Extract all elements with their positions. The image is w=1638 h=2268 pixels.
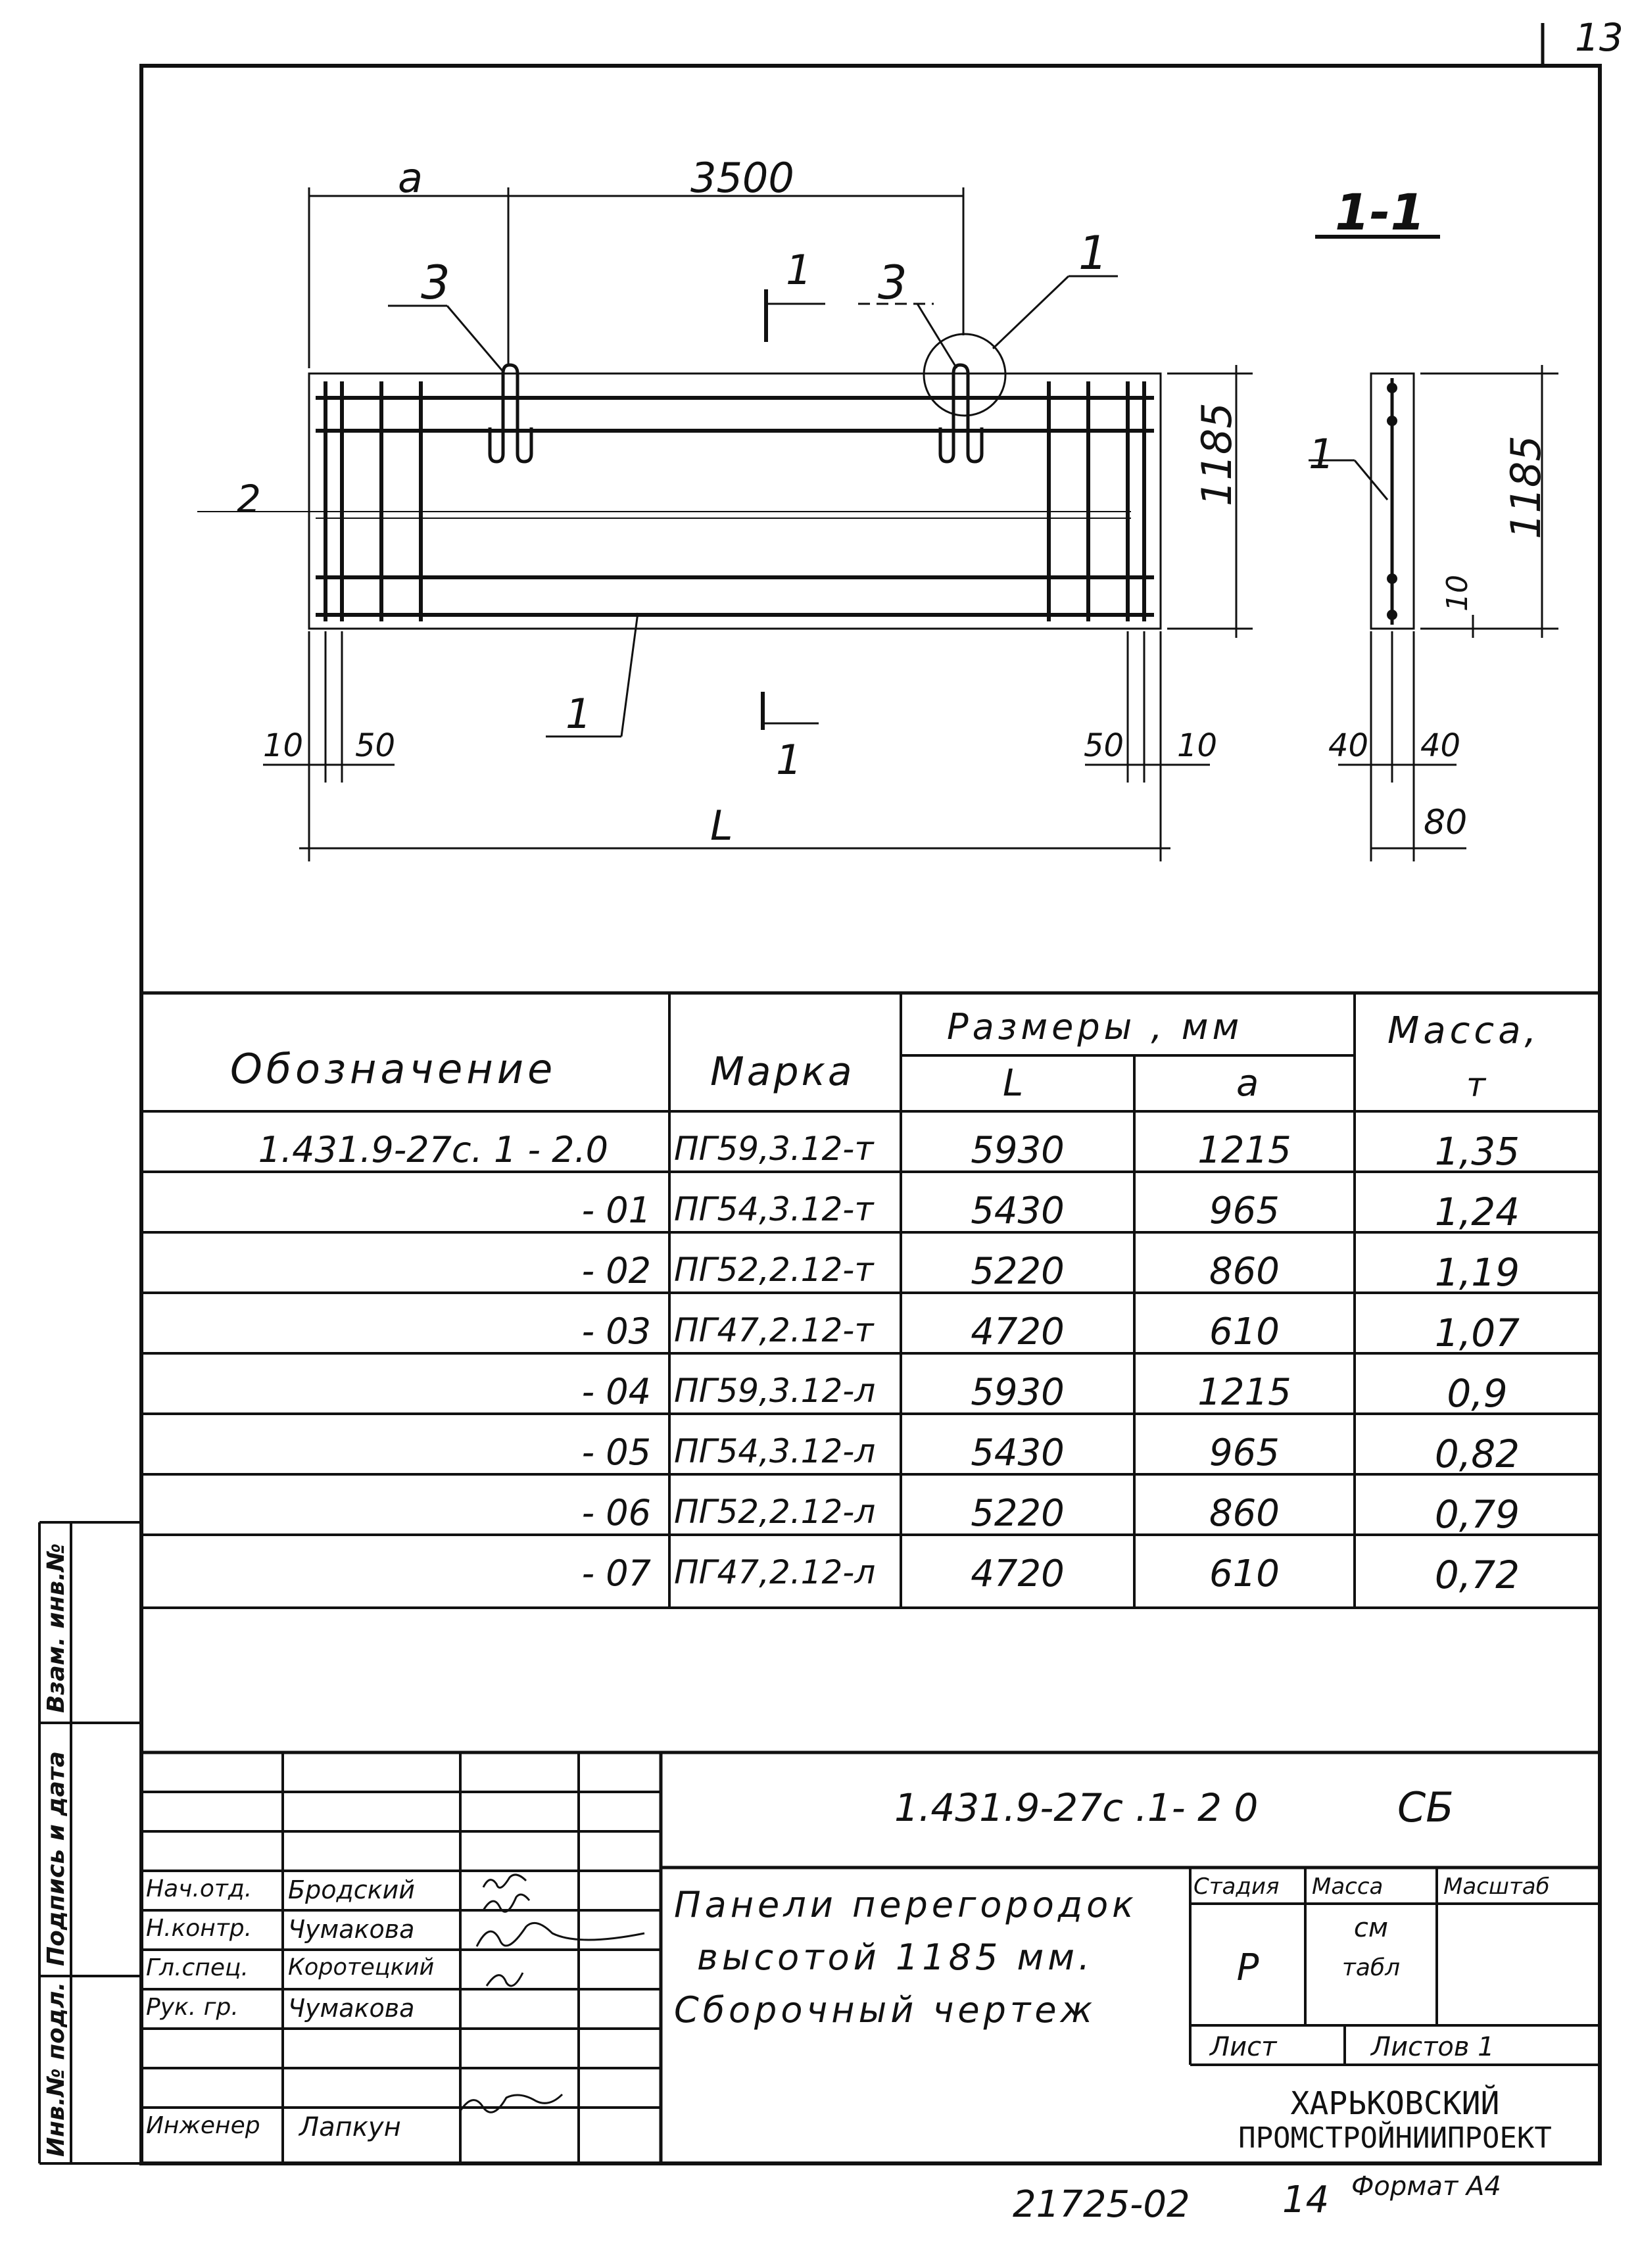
cell-mass: 1,35 xyxy=(1434,1129,1520,1174)
col-header-mark: Марка xyxy=(710,1049,855,1095)
section-mark: 1-1 xyxy=(1335,183,1426,241)
col-header-sizes: Размеры , мм xyxy=(947,1006,1243,1048)
dim-10-right: 10 xyxy=(1177,727,1218,764)
cell-a: 965 xyxy=(1209,1432,1280,1474)
cell-designation: - 02 xyxy=(581,1250,651,1291)
cell-mass: 0,72 xyxy=(1434,1553,1520,1597)
cell-L: 5930 xyxy=(971,1371,1065,1414)
col-header-mass-unit: т xyxy=(1466,1066,1486,1104)
cell-designation: - 01 xyxy=(581,1190,651,1231)
stage-value: Р xyxy=(1236,1946,1259,1989)
cell-mass: 0,79 xyxy=(1434,1492,1520,1537)
cell-L: 4720 xyxy=(971,1311,1065,1353)
cell-a: 610 xyxy=(1209,1553,1280,1595)
cell-L: 4720 xyxy=(971,1553,1065,1595)
cell-mark: ПГ59,3.12-л xyxy=(674,1372,876,1410)
signer-name: Лапкун xyxy=(299,2112,401,2142)
cell-mark: ПГ54,3.12-л xyxy=(674,1432,876,1470)
org-line-2: ПРОМСТРОЙНИИПРОЕКТ xyxy=(1238,2121,1552,2155)
signer-name: Бродский xyxy=(288,1875,415,1904)
stamp-vzam-inv: Взам. инв.№ xyxy=(43,1543,70,1713)
cell-a: 1215 xyxy=(1197,1129,1291,1172)
dim-L-label: L xyxy=(710,802,733,850)
col-header-L: L xyxy=(1003,1062,1024,1105)
hdr-stage: Стадия xyxy=(1193,1873,1280,1900)
dim-40-left: 40 xyxy=(1328,727,1369,764)
cell-mark: ПГ47,2.12-т xyxy=(674,1311,874,1349)
cell-L: 5430 xyxy=(971,1432,1065,1474)
signer-name: Коротецкий xyxy=(288,1954,435,1981)
cell-mark: ПГ54,3.12-т xyxy=(674,1190,874,1228)
cell-a: 860 xyxy=(1209,1492,1280,1535)
hdr-mass: Масса xyxy=(1312,1873,1384,1900)
dim-10-side: 10 xyxy=(1441,575,1474,612)
cell-mass: 0,9 xyxy=(1447,1371,1508,1416)
callout-2: 2 xyxy=(237,477,261,521)
cell-designation: - 06 xyxy=(581,1492,651,1533)
dim-50-left: 50 xyxy=(355,727,396,764)
cell-designation: - 07 xyxy=(581,1553,651,1594)
doc-code: 1.431.9-27с .1- 2 0 xyxy=(894,1785,1259,1830)
dim-50-right: 50 xyxy=(1084,727,1124,764)
cell-mass: 1,24 xyxy=(1434,1190,1520,1234)
cell-designation: 1.431.9-27с. 1 - 2.0 xyxy=(258,1129,608,1170)
cell-designation: - 05 xyxy=(581,1432,651,1473)
callout-1-bottom: 1 xyxy=(566,690,592,738)
signer-role: Инженер xyxy=(146,2112,260,2139)
sheet-frame xyxy=(141,66,1600,2163)
cell-L: 5220 xyxy=(971,1492,1065,1535)
cell-mark: ПГ52,2.12-т xyxy=(674,1251,874,1289)
cell-mass: 1,07 xyxy=(1434,1311,1520,1355)
signer-role: Нач.отд. xyxy=(146,1875,253,1902)
dim-a-label: a xyxy=(398,154,423,202)
signer-role: Гл.спец. xyxy=(146,1954,249,1981)
dim-3500-label: 3500 xyxy=(690,154,794,202)
mass-line-1: см xyxy=(1353,1913,1389,1943)
cell-a: 860 xyxy=(1209,1250,1280,1293)
cell-designation: - 04 xyxy=(581,1371,651,1412)
dim-1185-front: 1185 xyxy=(1193,402,1241,506)
cell-mark: ПГ52,2.12-л xyxy=(674,1493,876,1531)
signer-role: Н.контр. xyxy=(146,1915,253,1942)
dim-40-right: 40 xyxy=(1420,727,1461,764)
footer-sheet-number: 14 xyxy=(1282,2179,1330,2221)
col-header-a: a xyxy=(1236,1062,1259,1105)
cell-L: 5220 xyxy=(971,1250,1065,1293)
cell-mass: 1,19 xyxy=(1434,1250,1520,1295)
title-line-1: Панели перегородок xyxy=(674,1884,1138,1925)
stamp-inv-orig: Инв.№ подл. xyxy=(43,1981,70,2157)
mass-line-2: табл xyxy=(1341,1954,1401,1981)
sheet-label: Лист xyxy=(1210,2032,1277,2062)
callout-3-left: 3 xyxy=(421,256,450,310)
cell-a: 1215 xyxy=(1197,1371,1291,1414)
signer-name: Чумакова xyxy=(288,1915,415,1944)
cell-a: 965 xyxy=(1209,1190,1280,1232)
hdr-scale: Масштаб xyxy=(1443,1873,1550,1900)
callout-3-right: 3 xyxy=(878,256,907,310)
archive-number: 21725-02 xyxy=(1013,2183,1190,2226)
sheets-label: Листов 1 xyxy=(1371,2032,1495,2062)
callout-1-top: 1 xyxy=(1078,226,1108,280)
format-label: Формат А4 xyxy=(1351,2171,1501,2202)
col-header-designation: Обозначение xyxy=(230,1045,557,1093)
title-line-3: Сборочный чертеж xyxy=(674,1989,1097,2031)
stamp-sign-date: Подпись и дата xyxy=(43,1751,70,1966)
dim-80: 80 xyxy=(1424,803,1468,842)
callout-1-cut-bottom: 1 xyxy=(776,736,802,784)
cell-mass: 0,82 xyxy=(1434,1432,1520,1476)
cell-L: 5430 xyxy=(971,1190,1065,1232)
dim-1185-side: 1185 xyxy=(1502,435,1550,539)
cell-mark: ПГ47,2.12-л xyxy=(674,1553,876,1591)
callout-1-side: 1 xyxy=(1309,430,1335,478)
doc-type: СБ xyxy=(1397,1783,1454,1831)
page-number: 13 xyxy=(1575,15,1624,60)
cell-L: 5930 xyxy=(971,1129,1065,1172)
panel-front-view xyxy=(309,334,1161,629)
signer-role: Рук. гр. xyxy=(146,1994,239,2021)
col-header-mass: Масса, xyxy=(1387,1009,1541,1052)
cell-a: 610 xyxy=(1209,1311,1280,1353)
callout-1-cut-top: 1 xyxy=(786,246,812,294)
title-line-2: высотой 1185 мм. xyxy=(697,1937,1094,1978)
dim-10-left: 10 xyxy=(263,727,304,764)
signer-name: Чумакова xyxy=(288,1994,415,2023)
cell-mark: ПГ59,3.12-т xyxy=(674,1130,874,1168)
cell-designation: - 03 xyxy=(581,1311,651,1352)
org-line-1: ХАРЬКОВСКИЙ xyxy=(1290,2085,1500,2122)
